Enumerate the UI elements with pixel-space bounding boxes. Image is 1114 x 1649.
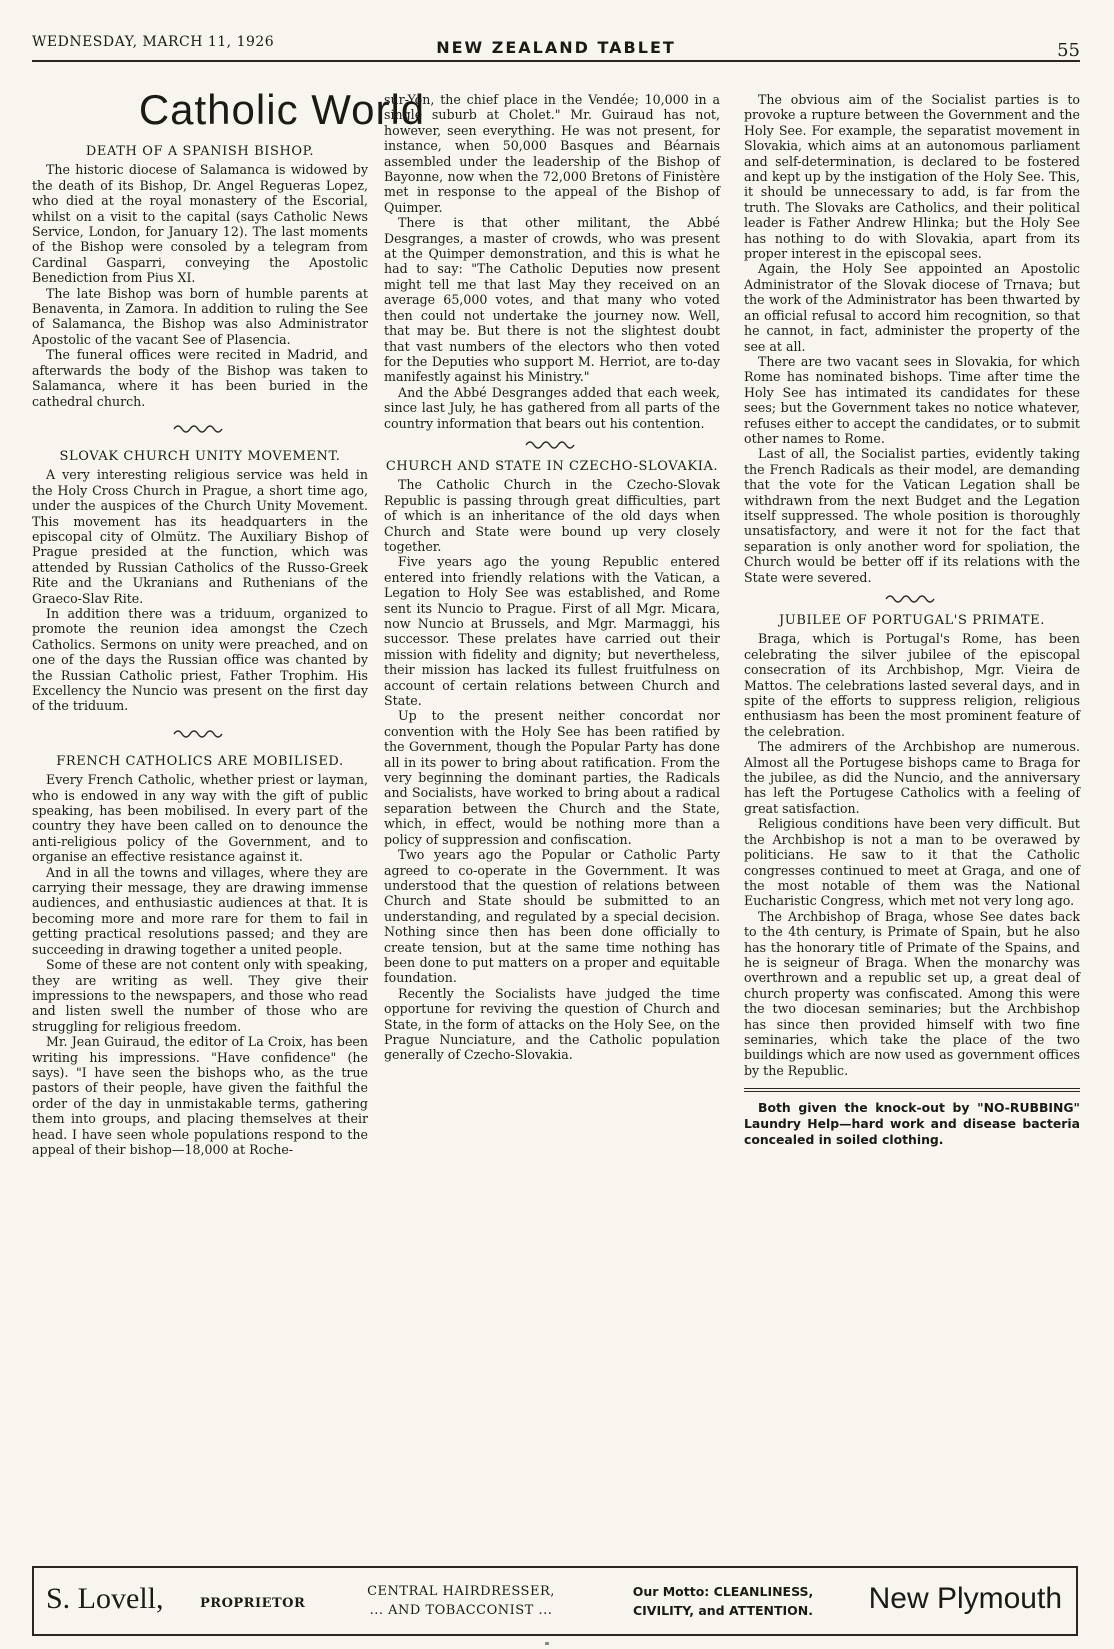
article-paragraph: There is that other militant, the Abbé Desgranges, a master of crowds, who was present at the Quimper demonstration, and this is what he had to say: "The Catholic Deputies now present might tell me that last May they received on an average 65,000 votes, and that many who voted then could not undertake the journey now. Well, that may be. But there is not the slightest doubt that vast numbers of the electors who then voted for the Deputies who support M. Herriot, are to-day manifestly against his Ministry."	[384, 215, 720, 385]
scroll-ornament-icon	[172, 728, 228, 740]
column-2	[384, 92, 720, 1063]
ornament-divider	[744, 593, 1080, 605]
laundry-advert	[744, 1100, 1080, 1148]
ornament-divider	[32, 728, 368, 740]
column-3	[744, 92, 1080, 1148]
article-paragraph: Last of all, the Socialist parties, evidently taking the French Radicals as their model, are demanding that the vote for the Vatican Legation shall be withdrawn from the next Budget and the Legation itself suppressed. The whole position is thoroughly unsatisfactory, and were it not for the fact that separation is only another word for spoliation, the Church would be better off if its relations with the State were severed.	[744, 446, 1080, 585]
motto	[598, 1582, 848, 1620]
article-paragraph: The obvious aim of the Socialist parties is to provoke a rupture between the Government and the Holy See. For example, the separatist movement in Slovakia, which aims at an autonomous parliament and self-determination, is declared to be fostered and kept up by the instigation of the Holy See. This, it should be unnecessary to add, is far from the truth. The Slovaks are Catholics, and their political leader is Father Andrew Hlinka; but the Holy See has nothing to do with Slovakia, apart from its proper interest in the episcopal sees.	[744, 92, 1080, 262]
article-paragraph: There are two vacant sees in Slovakia, for which Rome has nominated bishops. Time after time the Holy See has intimated its candidates for these sees; but the Government takes no notice whatever, refuses either to accept the candidates, or to submit other names to Rome.	[744, 353, 1080, 446]
article-heading: CHURCH AND STATE IN CZECHO-SLOVAKIA.	[385, 458, 719, 474]
scroll-ornament-icon	[884, 593, 940, 605]
article-paragraph: The Archbishop of Braga, whose See dates back to the 4th century, is Primate of Spain, but he also has the honorary title of Primate of the Spains, and he is seigneur of Braga. When the monarchy was overthrown and a republic set up, a great deal of church property was confiscated. Among this were the two diocesan seminaries; but the Archbishop has since then provided himself with two fine seminaries, which take the place of the two buildings which are now used as government offices by the Republic.	[744, 908, 1080, 1078]
ornament-divider	[32, 423, 368, 435]
article-paragraph: Five years ago the young Republic entered entered into friendly relations with the Vatican, a Legation to Holy See was established, and Rome sent its Nuncio to Prague. First of all Mgr. Micara, now Nuncio at Brussels, and Mgr. Marmaggi, his successor. These prelates have carried out their mission with fidelity and dignity; but nevertheless, their mission has lacked its fullest fruitfulness on account of certain relations between Church and State.	[384, 554, 720, 709]
town-name: New Plymouth	[868, 1582, 1062, 1615]
article-paragraph: The late Bishop was born of humble parents at Benaventa, in Zamora. In addition to ruling the See of Salamanca, the Bishop was also Administrator Apostolic of the vacant See of Plasencia.	[32, 285, 368, 347]
double-rule-divider	[744, 1088, 1080, 1092]
article-paragraph: Recently the Socialists have judged the time opportune for reviving the question of Church and State, in the form of attacks on the Holy See, on the Prague Nunciature, and the Catholic population generally of Czecho-Slovakia.	[384, 985, 720, 1063]
scroll-ornament-icon	[524, 439, 580, 451]
trade-description	[336, 1582, 586, 1620]
page-number: 55	[1057, 40, 1080, 61]
article-paragraph: And the Abbé Desgranges added that each week, since last July, he has gathered from all parts of the country information that bears out his contention.	[384, 384, 720, 431]
article-paragraph: Every French Catholic, whether priest or layman, who is endowed in any way with the gift of public speaking, has been mobilised. In every part of the country they have been called on to denounce the anti-religious policy of the Government, and to organise an effective resistance against it.	[32, 772, 368, 865]
issue-date: WEDNESDAY, MARCH 11, 1926	[32, 34, 275, 50]
motto-line: Our Motto: CLEANLINESS,	[632, 1584, 814, 1599]
article-paragraph: The admirers of the Archbishop are numerous. Almost all the Portugese bishops came to Braga for the jubilee, as did the Nuncio, and the anniversary has left the Portugese Catholics with a feeling of great satisfaction.	[744, 739, 1080, 816]
advertiser-name: S. Lovell,	[46, 1582, 164, 1615]
advertiser-role: PROPRIETOR	[200, 1596, 306, 1611]
article-heading: DEATH OF A SPANISH BISHOP.	[85, 144, 315, 159]
article-paragraph: Braga, which is Portugal's Rome, has been celebrating the silver jubilee of the episcopal consecration of its Archbishop, Mgr. Vieira de Mattos. The celebrations lasted several days, and in spite of the efforts to suppress religion, religious enthusiasm has been the most prominent feature of the celebration.	[744, 631, 1080, 739]
article-paragraph: Some of these are not content only with speaking, they are writing as well. They give their impressions to the newspapers, and those who read and listen swell the number of those who are struggling for religious freedom.	[32, 957, 368, 1034]
article-paragraph: The funeral offices were recited in Madrid, and afterwards the body of the Bishop was taken to Salamanca, where it has been buried in the cathedral church.	[32, 347, 368, 409]
article-paragraph: sur-Yon, the chief place in the Vendée; 10,000 in a single suburb at Cholet." Mr. Guiraud has not, however, seen everything. He was not present, for instance, when 50,000 Basques and Béarnais assembled under the leadership of the Bishop of Bayonne, now when the 72,000 Bretons of Finistère met in response to the appeal of the Bishop of Quimper.	[384, 92, 720, 215]
article-paragraph: Religious conditions have been very difficult. But the Archbishop is not a man to be overawed by politicians. He saw to it that the Catholic congresses continued to meet at Graga, and one of the most notable of them was the National Eucharistic Congress, which met not very long ago.	[744, 816, 1080, 909]
section-title: Catholic World	[138, 86, 426, 133]
article-paragraph: The historic diocese of Salamanca is widowed by the death of its Bishop, Dr. Angel Regueras Lopez, who died at the royal monastery of the Escorial, whilst on a visit to the capital (says Catholic News Service, London, for January 12). The last moments of the Bishop were consoled by a telegram from Cardinal Gasparri, conveying the Apostolic Benediction from Pius XI.	[32, 162, 368, 286]
article-paragraph: Two years ago the Popular or Catholic Party agreed to co-operate in the Government. It was understood that the question of relations between Church and State should be submitted to an understanding, and regulated by a special decision. Nothing since then has been done officially to create tension, but at the same time nothing has been done to put matters on a proper and equitable foundation.	[384, 847, 720, 986]
article-paragraph: And in all the towns and villages, where they are carrying their message, they are drawing immense audiences, and enthusiastic audiences at that. It is becoming more and more rare for them to fail in getting practical resolutions passed; and they are succeeding in drawing together a united people.	[32, 864, 368, 957]
trade-line: ... AND TOBACCONIST ...	[369, 1603, 553, 1618]
article-paragraph: The Catholic Church in the Czecho-Slovak Republic is passing through great difficulties, part of which is an inheritance of the old days when Church and State were bound up very closely together.	[384, 477, 720, 554]
publication-title: NEW ZEALAND TABLET	[436, 38, 676, 57]
article-paragraph: In addition there was a triduum, organized to promote the reunion idea amongst the Czech Catholics. Sermons on unity were preached, and on one of the days the Russian office was chanted by the Russian Catholic priest, Father Trophim. His Excellency the Nuncio was present on the first day of the triduum.	[32, 605, 368, 714]
advert-text: Both given the knock-out by "NO-RUBBING" Laundry Help—hard work and disease bacteria concealed in soiled clothing.	[744, 1100, 1080, 1148]
page-header	[32, 30, 1080, 62]
print-mark	[545, 1642, 549, 1645]
article-heading: FRENCH CATHOLICS ARE MOBILISED.	[56, 753, 344, 769]
trade-line: CENTRAL HAIRDRESSER,	[367, 1584, 555, 1599]
footer-advertisement	[32, 1566, 1078, 1636]
ornament-divider	[384, 439, 720, 451]
column-1	[32, 144, 368, 1157]
article-paragraph: Mr. Jean Guiraud, the editor of La Croix, has been writing his impressions. "Have confidence" (he says). "I have seen the bishops who, as the true pastors of their people, have given the faithful the order of the day in unmistakable terms, gathering them into groups, and placing themselves at their head. I have seen whole populations respond to the appeal of their bishop—18,000 at Roche-	[32, 1034, 368, 1157]
motto-line: CIVILITY, and ATTENTION.	[632, 1603, 814, 1618]
article-heading: JUBILEE OF PORTUGAL'S PRIMATE.	[779, 613, 1045, 628]
article-paragraph: Again, the Holy See appointed an Apostolic Administrator of the Slovak diocese of Trnava; but the work of the Administrator has been thwarted by an official refusal to accord him recognition, so that he cannot, in fact, administer the property of the see at all.	[744, 261, 1080, 354]
article-paragraph: Up to the present neither concordat nor convention with the Holy See has been ratified by the Government, though the Popular Party has done all in its power to bring about ratification. From the very beginning the dominant parties, the Radicals and Socialists, have worked to bring about a radical separation between the Church and the State, which, in effect, would be nothing more than a policy of suppression and confiscation.	[384, 708, 720, 847]
article-heading: SLOVAK CHURCH UNITY MOVEMENT.	[59, 448, 341, 464]
scroll-ornament-icon	[172, 423, 228, 435]
article-paragraph: A very interesting religious service was held in the Holy Cross Church in Prague, a short time ago, under the auspices of the Church Unity Movement. This movement has its headquarters in the episcopal city of Olmütz. The Auxiliary Bishop of Prague presided at the function, which was attended by Russian Catholics of the Russo-Greek Rite and the Ukranians and Ruthenians of the Graeco-Slav Rite.	[32, 467, 368, 606]
